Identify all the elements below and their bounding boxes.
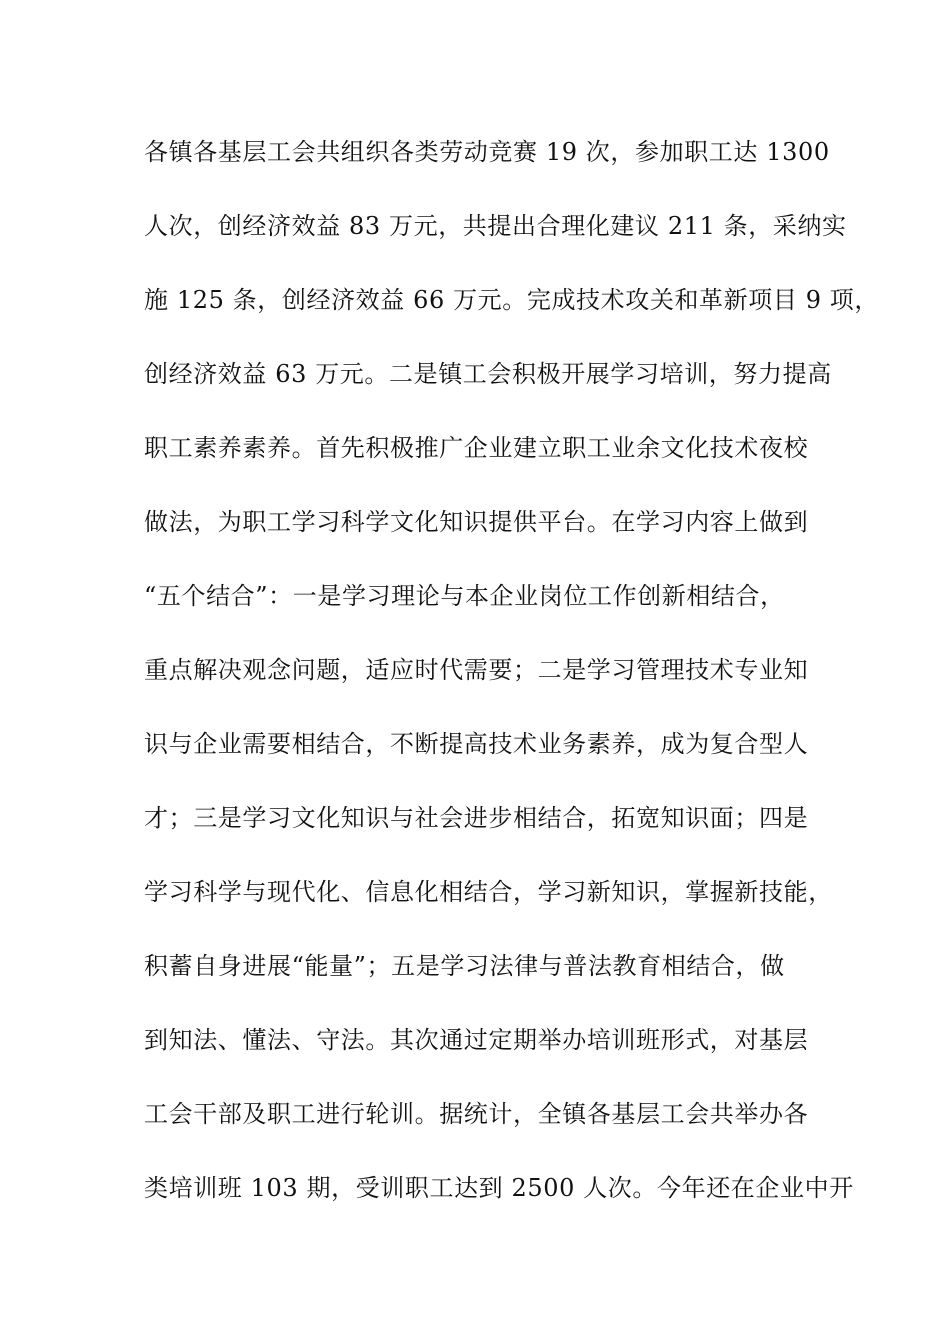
text-line: 才；三是学习文化知识与社会进步相结合，拓宽知识面；四是: [144, 804, 809, 832]
body-text: [144, 132, 879, 1242]
text-line: 重点解决观念问题，适应时代需要；二是学习管理技术专业知: [144, 656, 809, 684]
text-line: 人次，创经济效益 83 万元，共提出合理化建议 211 条，采纳实: [144, 212, 847, 240]
text-line: 到知法、懂法、守法。其次通过定期举办培训班形式，对基层: [144, 1026, 809, 1054]
text-line: 各镇各基层工会共组织各类劳动竞赛 19 次，参加职工达 1300: [144, 138, 830, 166]
text-line: 类培训班 103 期，受训职工达到 2500 人次。今年还在企业中开: [144, 1174, 854, 1202]
text-line: 学习科学与现代化、信息化相结合，学习新知识，掌握新技能，: [144, 878, 833, 906]
text-line: 创经济效益 63 万元。二是镇工会积极开展学习培训，努力提高: [144, 360, 832, 388]
text-line: 职工素养素养。首先积极推广企业建立职工业余文化技术夜校: [144, 434, 809, 462]
text-line: 积蓄自身进展“能量”；五是学习法律与普法教育相结合，做: [144, 952, 785, 980]
text-line: 工会干部及职工进行轮训。据统计，全镇各基层工会共举办各: [144, 1100, 809, 1128]
text-line: “五个结合”：一是学习理论与本企业岗位工作创新相结合，: [144, 582, 785, 610]
text-line: 做法，为职工学习科学文化知识提供平台。在学习内容上做到: [144, 508, 809, 536]
text-line: 施 125 条，创经济效益 66 万元。完成技术攻关和革新项目 9 项，: [144, 286, 879, 314]
text-line: 识与企业需要相结合，不断提高技术业务素养，成为复合型人: [144, 730, 809, 758]
